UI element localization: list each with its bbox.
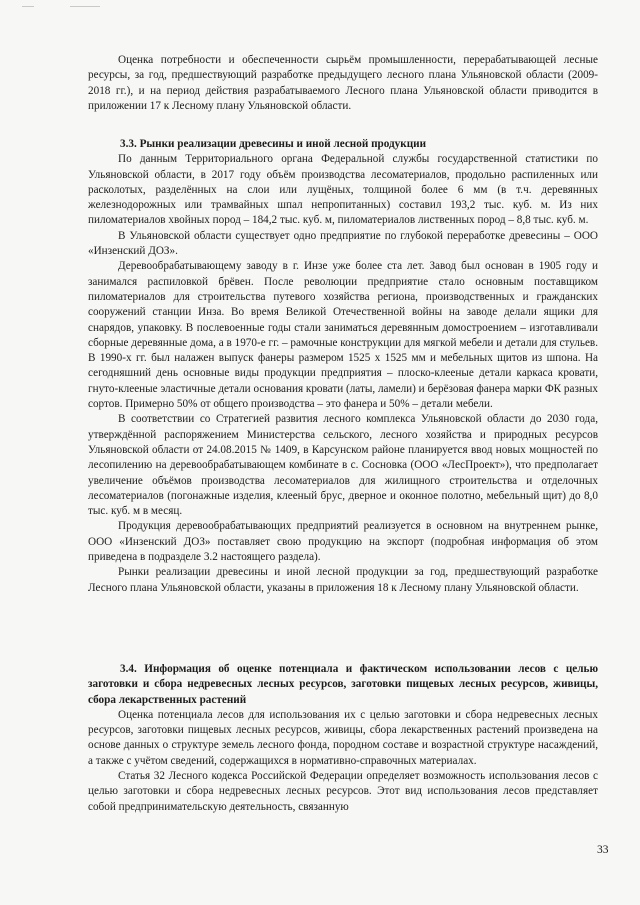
paragraph: В Ульяновской области существует одно предприятие по глубокой переработке древесины – ООО «Инзенский ДОЗ». — [88, 229, 598, 258]
section-3-3 — [88, 137, 598, 596]
paragraph: Оценка потенциала лесов для использования их с целью заготовки и сбора недревесных лесных ресурсов, заготовки пищевых лесных ресурсов, живицы, сбора лекарственных растений произведена на основе данных о структуре земель лесного фонда, породном составе и возрастной структуре насаждений, а также с учётом сведений, содержащихся в нормативно-справочных материалах. — [88, 708, 598, 767]
section-3-3-heading: 3.3. Рынки реализации древесины и иной лесной продукции — [120, 138, 427, 150]
scan-speck — [22, 6, 34, 7]
paragraph: По данным Территориального органа Федеральной службы государственной статистики по Ульяновской области, в 2017 году объём производства лесоматериалов, продольно распиленных или расколотых, разделённых на слои или лущёных, толщиной более 6 мм (в т.ч. деревянных железнодорожных или трамвайных шпал непропитанных) составил 193,2 тыс. куб. м. Из них пиломатериалов хвойных пород – 184,2 тыс. куб. м, пиломатериалов лиственных пород – 8,8 тыс. куб. м. — [88, 153, 598, 227]
paragraph: Статья 32 Лесного кодекса Российской Федерации определяет возможность использования лесов с целью заготовки и сбора недревесных лесных ресурсов. Этот вид использования лесов представляет собой предпринимательскую деятельность, связанную — [88, 770, 598, 813]
paragraph: Деревообрабатывающему заводу в г. Инзе уже более ста лет. Завод был основан в 1905 году и занимался распиловкой брёвен. После революции предприятие стало основным поставщиком пиломатериалов для строительства путевого хозяйства региона, производственных и гражданских сооружений станции Инза. Во время Великой Отечественной войны на заводе делали ящики для снарядов, упаковку. В послевоенные годы стали заниматься деревянным домостроением – изготавливали сборные деревянные дома, а в 1970-е гг. – рамочные конструкции для мягкой мебели и детали для стульев. В 1990-х гг. был налажен выпуск фанеры размером 1525 х 1525 мм и мебельных щитов из шпона. На сегодняшний день основные виды продукции предприятия – плоско-клееные детали каркаса кровати, гнуто-клееные эластичные детали основания кровати (латы, ламели) и берёзовая фанера марки ФК разных сортов. Примерно 50% от общего производства – это фанера и 50% – детали мебели. — [88, 260, 598, 411]
paragraph: Продукция деревообрабатывающих предприятий реализуется в основном на внутреннем рынке, ООО «Инзенский ДОЗ» поставляет свою продукцию на экспорт (подробная информация об этом приведена в подразделе 3.2 настоящего раздела). — [88, 520, 598, 564]
intro-paragraph: Оценка потребности и обеспеченности сырьём промышленности, перерабатывающей лесные ресурсы, за год, предшествующий разработке предыдущего лесного плана Ульяновской области (2009-2018 гг.), и на период действия разрабатываемого Лесного плана Ульяновской области приводится в приложении 17 к Лесному плану Ульяновской области. — [88, 54, 598, 112]
section-3-4 — [88, 662, 598, 815]
section-3-4-heading: 3.4. Информация об оценке потенциала и фактическом использовании лесов с целью заготовки и сбора недревесных лесных ресурсов, заготовки пищевых лесных ресурсов, живицы, сбора лекарственных растений — [88, 663, 598, 706]
paragraph: Рынки реализации древесины и иной лесной продукции за год, предшествующий разработке Лесного плана Ульяновской области, указаны в приложения 18 к Лесному плану Ульяновской области. — [88, 566, 598, 594]
paragraph: В соответствии со Стратегией развития лесного комплекса Ульяновской области до 2030 года, утверждённой распоряжением Министерства сельского, лесного хозяйства и природных ресурсов Ульяновской области от 24.08.2015 № 1409, в Карсунском районе планируется ввод новых мощностей по лесопилению на деревообрабатывающем комбинате в с. Сосновка (ООО «ЛесПроект»), что предполагает увеличение объёмов производства лесоматериалов для жилищного строительства и отделочных лесоматериалов (погонажные изделия, клееный брус, дверное и оконное полотно, мебельный щит) до 8,0 тыс. куб. м в месяц. — [88, 413, 598, 518]
scan-speck — [70, 6, 100, 7]
page-number: 33 — [597, 844, 609, 856]
intro-block — [88, 53, 598, 114]
